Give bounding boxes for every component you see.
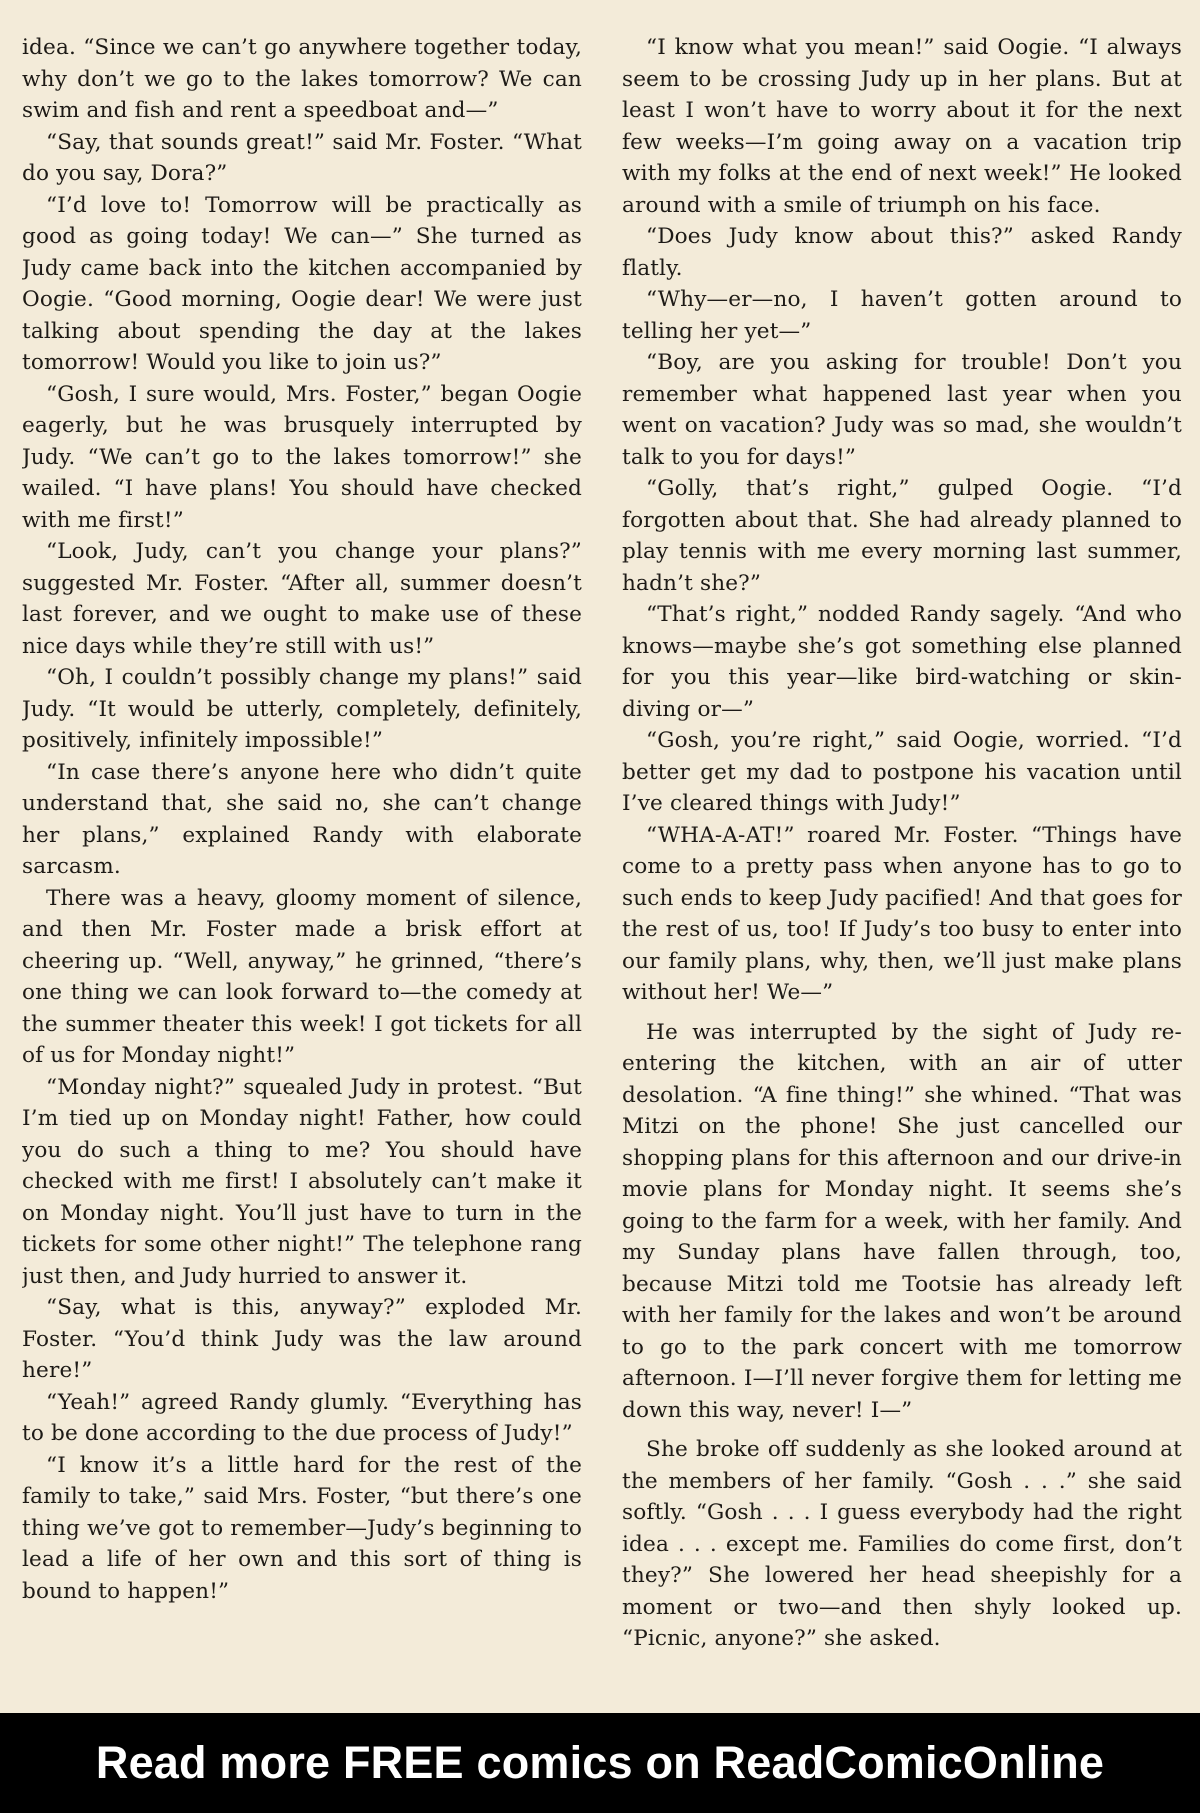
paragraph: She broke off suddenly as she looked around at the members of her family. “Gosh . . .” she said softly. “Gosh . . . I guess everybody had the right idea . . . except me. Families do come first, don’t they?” She lowered her head sheepishly for a moment or two—and then shyly looked up. “Picnic, anyone?” she asked. [622, 1437, 1182, 1651]
paragraph: “Oh, I couldn’t possibly change my plans!” said Judy. “It would be utterly, completely, definitely, positively, infinitely impossible!” [22, 665, 582, 753]
paragraph: There was a heavy, gloomy moment of silence, and then Mr. Foster made a brisk effort at cheering up. “Well, anyway,” he grinned, “there’s one thing we can look forward to—the comedy at the summer theater this week! I got tickets for all of us for Monday night!” [22, 885, 582, 1068]
paragraph: “Gosh, you’re right,” said Oogie, worried. “I’d better get my dad to postpone his vacation until I’ve cleared things with Judy!” [622, 728, 1182, 816]
paragraph: “That’s right,” nodded Randy sagely. “And who knows—maybe she’s got something else planned for you this year—like bird-watching or skin-diving or—” [622, 602, 1182, 722]
paragraph: “Yeah!” agreed Randy glumly. “Everything has to be done according to the due process of Judy!” [22, 1389, 582, 1446]
paragraph: “Say, that sounds great!” said Mr. Foster. “What do you say, Dora?” [22, 129, 582, 186]
paragraph: “I’d love to! Tomorrow will be practically as good as going today! We can—” She turned as Judy came back into the kitchen accompanied by Oogie. “Good morning, Oogie dear! We were just talking about spending the day at the lakes tomorrow! Would you like to join us?” [22, 192, 582, 375]
paragraph: idea. “Since we can’t go anywhere together today, why don’t we go to the lakes tomorrow? We can swim and fish and rent a speedboat and—” [22, 35, 582, 123]
right-column [622, 32, 1182, 1712]
paragraph: “Look, Judy, can’t you change your plans?” suggested Mr. Foster. “After all, summer doesn’t last forever, and we ought to make use of these nice days while they’re still with us!” [22, 539, 582, 659]
paragraph: He was interrupted by the sight of Judy re-entering the kitchen, with an air of utter desolation. “A fine thing!” she whined. “That was Mitzi on the phone! She just cancelled our shopping plans for this afternoon and our drive-in movie plans for Monday night. It seems she’s going to the farm for a week, with her family. And my Sunday plans have fallen through, too, because Mitzi told me Tootsie has already left with her family for the lakes and won’t be around to go to the park concert with me tomorrow afternoon. I—I’ll never forgive them for letting me down this way, never! I—” [622, 1019, 1182, 1423]
left-column [22, 32, 582, 1712]
paragraph: “In case there’s anyone here who didn’t quite understand that, she said no, she can’t change her plans,” explained Randy with elaborate sarcasm. [22, 759, 582, 879]
paragraph: “Monday night?” squealed Judy in protest. “But I’m tied up on Monday night! Father, how could you do such a thing to me? You should have checked with me first! I absolutely can’t make it on Monday night. You’ll just have to turn in the tickets for some other night!” The telephone rang just then, and Judy hurried to answer it. [22, 1074, 582, 1289]
story-columns [22, 32, 1182, 1712]
promo-banner-text[interactable]: Read more FREE comics on ReadComicOnline [95, 1737, 1105, 1788]
paragraph: “Does Judy know about this?” asked Randy flatly. [622, 224, 1182, 281]
paragraph: “I know what you mean!” said Oogie. “I always seem to be crossing Judy up in her plans. But at least I won’t have to worry about it for the next few weeks—I’m going away on a vacation trip with my folks at the end of next week!” He looked around with a smile of triumph on his face. [622, 35, 1182, 218]
paragraph: “Boy, are you asking for trouble! Don’t you remember what happened last year when you went on vacation? Judy was so mad, she wouldn’t talk to you for days!” [622, 350, 1182, 470]
promo-banner[interactable] [0, 1713, 1200, 1813]
paragraph: “I know it’s a little hard for the rest of the family to take,” said Mrs. Foster, “but there’s one thing we’ve got to remember—Judy’s beginning to lead a life of her own and this sort of thing is bound to happen!” [22, 1452, 582, 1604]
paragraph: “Golly, that’s right,” gulped Oogie. “I’d forgotten about that. She had already planned to play tennis with me every morning last summer, hadn’t she?” [622, 476, 1182, 596]
paragraph: “WHA-A-AT!” roared Mr. Foster. “Things have come to a pretty pass when anyone has to go to such ends to keep Judy pacified! And that goes for the rest of us, too! If Judy’s too busy to enter into our family plans, why, then, we’ll just make plans without her! We—” [622, 822, 1182, 1005]
paragraph: “Gosh, I sure would, Mrs. Foster,” began Oogie eagerly, but he was brusquely interrupted by Judy. “We can’t go to the lakes tomorrow!” she wailed. “I have plans! You should have checked with me first!” [22, 381, 582, 533]
paragraph: “Say, what is this, anyway?” exploded Mr. Foster. “You’d think Judy was the law around here!” [22, 1295, 582, 1383]
paragraph: “Why—er—no, I haven’t gotten around to telling her yet—” [622, 287, 1182, 344]
